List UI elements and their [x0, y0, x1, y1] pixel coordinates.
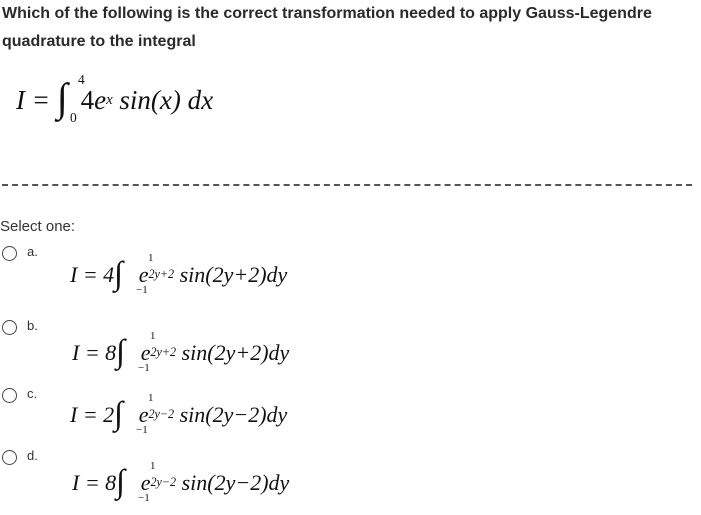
radio-c[interactable]	[2, 388, 17, 403]
option-c-letter: c.	[27, 386, 38, 401]
option-d-lhs: I = 8	[72, 470, 117, 495]
option-a-lower: −1	[136, 284, 148, 296]
option-a-lhs: I = 4	[70, 262, 115, 287]
option-b-expression	[72, 330, 290, 374]
integral-function: sin(x) dx	[112, 85, 214, 115]
option-d-exp-base: e	[140, 470, 151, 495]
divider	[2, 184, 692, 186]
option-d-upper: 1	[150, 460, 156, 472]
integral-exp-sup: x	[106, 91, 113, 108]
option-d-exp-sup: 2y−2	[150, 474, 177, 489]
option-c-function: sin(2y−2)dy	[174, 402, 288, 427]
option-c-exp-sup: 2y−2	[148, 406, 175, 421]
option-b-exp-base: e	[140, 340, 151, 365]
option-a-expression	[70, 252, 288, 296]
integral-sign: ∫	[114, 395, 124, 432]
option-b-function: sin(2y+2)dy	[176, 340, 290, 365]
option-a-exp-sup: 2y+2	[148, 266, 175, 281]
integral-lhs: I =	[16, 85, 57, 115]
integral-sign: ∫	[116, 463, 126, 500]
option-c-upper: 1	[148, 392, 154, 404]
option-d-expression	[72, 460, 290, 504]
radio-b[interactable]	[2, 320, 17, 335]
option-c-exp-base: e	[138, 402, 149, 427]
option-a-upper: 1	[148, 252, 154, 264]
option-b-lhs: I = 8	[72, 340, 117, 365]
select-one-label: Select one:	[0, 218, 76, 235]
option-b-lower: −1	[138, 362, 150, 374]
option-d-letter: d.	[27, 448, 38, 463]
option-c-lhs: I = 2	[70, 402, 115, 427]
option-a-exp-base: e	[138, 262, 149, 287]
integral-sign: ∫	[114, 255, 124, 292]
option-b-exp-sup: 2y+2	[150, 344, 177, 359]
integral-upper-bound: 4	[78, 72, 85, 87]
question-text: Which of the following is the correct transformation needed to apply Gauss-Legendre quadrature to the integral	[2, 5, 652, 50]
integral-coefficient: 4	[80, 85, 95, 115]
option-b-letter: b.	[27, 318, 38, 333]
option-b-upper: 1	[150, 330, 156, 342]
integral-sign: ∫	[116, 333, 126, 370]
radio-a[interactable]	[2, 246, 17, 261]
integral-exp-base: e	[94, 85, 107, 115]
integral-expression	[16, 72, 213, 132]
option-d-lower: −1	[138, 492, 150, 504]
option-c-expression	[70, 392, 288, 436]
option-d-function: sin(2y−2)dy	[176, 470, 290, 495]
integral-lower-bound: 0	[70, 110, 77, 125]
integral-sign: ∫	[56, 75, 68, 121]
option-a-function: sin(2y+2)dy	[174, 262, 288, 287]
radio-d[interactable]	[2, 450, 17, 465]
option-a-letter: a.	[27, 244, 38, 259]
option-c-lower: −1	[136, 424, 148, 436]
